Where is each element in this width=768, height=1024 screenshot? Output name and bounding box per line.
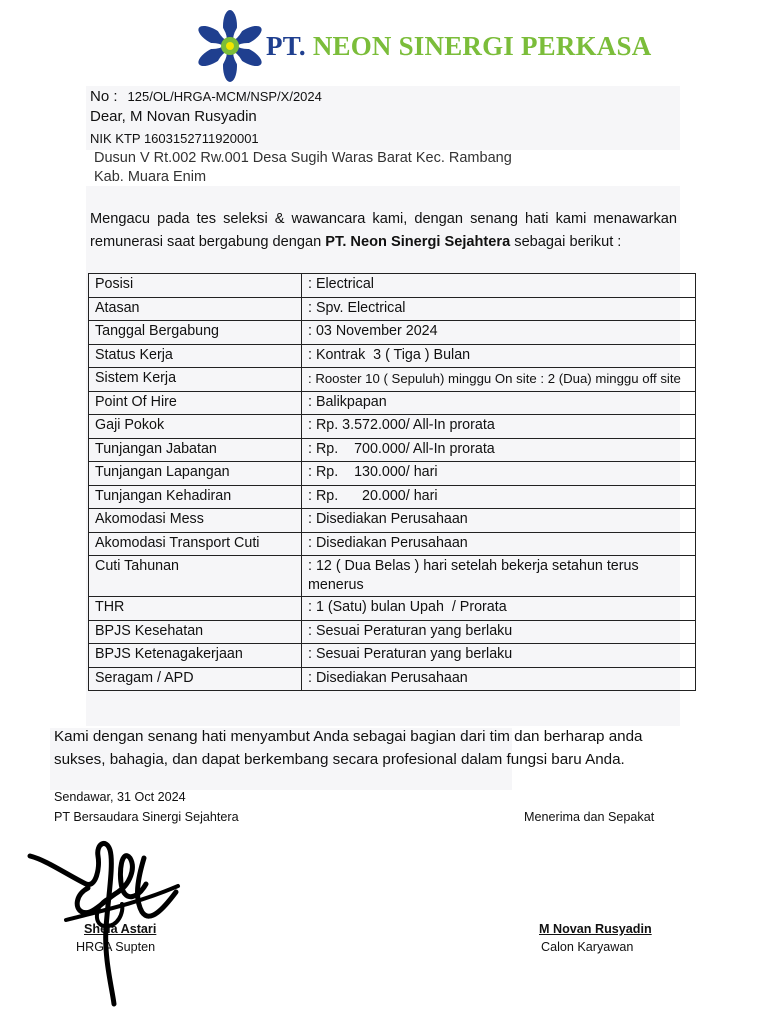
letter-number-value: 125/OL/HRGA-MCM/NSP/X/2024 [127,89,322,104]
term-label: Seragam / APD [89,667,302,691]
logo-pt: PT. [266,30,306,61]
table-row [89,620,696,644]
table-row [89,597,696,621]
term-label: BPJS Kesehatan [89,620,302,644]
term-label: Tunjangan Jabatan [89,438,302,462]
term-label: Tunjangan Lapangan [89,462,302,486]
term-value: : Rp. 3.572.000/ All-In prorata [302,415,696,439]
letter-number-label: No : [90,88,118,105]
address [94,149,512,187]
table-row [89,391,696,415]
term-value: : Disediakan Perusahaan [302,532,696,556]
term-label: Atasan [89,297,302,321]
term-value: : Disediakan Perusahaan [302,509,696,533]
term-label: Gaji Pokok [89,415,302,439]
intro-text-end: sebagai berikut : [510,233,622,250]
term-value: : 1 (Satu) bulan Upah / Prorata [302,597,696,621]
term-value: : Sesuai Peraturan yang berlaku [302,620,696,644]
table-row [89,297,696,321]
left-signatory-role: HRGA Supten [76,940,156,954]
intro-company-name: PT. Neon Sinergi Sejahtera [325,233,511,250]
term-label: THR [89,597,302,621]
table-row [89,644,696,668]
logo-wordmark [266,31,651,62]
term-label: Point Of Hire [89,391,302,415]
term-value: : Sesuai Peraturan yang berlaku [302,644,696,668]
table-row [89,462,696,486]
table-row [89,438,696,462]
address-line-1: Dusun V Rt.002 Rw.001 Desa Sugih Waras Barat Kec. Rambang [94,150,512,166]
salutation: Dear, M Novan Rusyadin [90,108,257,125]
left-signatory-name: Shela Astari [84,922,157,936]
table-row [89,556,696,597]
term-label: Tanggal Bergabung [89,321,302,345]
company-logo [196,6,651,86]
term-label: Posisi [89,274,302,298]
logo-name-neon: NEON [312,30,392,61]
term-value: : Rp. 700.000/ All-In prorata [302,438,696,462]
term-value: : Electrical [302,274,696,298]
logo-name-sinergi: SINERGI [398,30,515,61]
term-value: : Spv. Electrical [302,297,696,321]
closing-paragraph [54,726,643,771]
term-value: : Disediakan Perusahaan [302,667,696,691]
table-row [89,344,696,368]
term-label: Akomodasi Mess [89,509,302,533]
term-label: Sistem Kerja [89,368,302,392]
right-signatory-role: Calon Karyawan [541,940,634,954]
term-label: Akomodasi Transport Cuti [89,532,302,556]
acceptance-label: Menerima dan Sepakat [524,810,655,824]
table-row [89,415,696,439]
nik-ktp: NIK KTP 1603152711920001 [90,131,259,146]
issuing-company: PT Bersaudara Sinergi Sejahtera [54,810,239,824]
handwritten-signature [26,828,186,1008]
term-label: Cuti Tahunan [89,556,302,597]
table-row [89,274,696,298]
term-label: Status Kerja [89,344,302,368]
table-row [89,368,696,392]
address-line-2: Kab. Muara Enim [94,169,207,185]
letter-number [90,88,322,105]
term-value: : Balikpapan [302,391,696,415]
table-row [89,667,696,691]
logo-name-perkasa: PERKASA [520,30,652,61]
term-value: : Rooster 10 ( Sepuluh) minggu On site : 2 (Dua) minggu off site [302,368,696,392]
right-signatory-name: M Novan Rusyadin [539,922,652,936]
term-label: BPJS Ketenagakerjaan [89,644,302,668]
term-label: Tunjangan Kehadiran [89,485,302,509]
term-value: : Rp. 130.000/ hari [302,462,696,486]
term-value: : Rp. 20.000/ hari [302,485,696,509]
intro-paragraph [90,208,677,253]
table-row [89,485,696,509]
term-value: : 12 ( Dua Belas ) hari setelah bekerja setahun terus menerus [302,556,696,597]
closing-line-2: sukses, bahagia, dan dapat berkembang secara profesional dalam fungsi baru Anda. [54,750,625,768]
letter-date: Sendawar, 31 Oct 2024 [54,790,186,804]
term-value: : Kontrak 3 ( Tiga ) Bulan [302,344,696,368]
closing-line-1: Kami dengan senang hati menyambut Anda sebagai bagian dari tim dan berharap anda [54,728,643,745]
table-row [89,509,696,533]
table-row [89,321,696,345]
remuneration-table [88,273,696,691]
table-row [89,532,696,556]
flower-logo-icon [196,8,264,84]
term-value: : 03 November 2024 [302,321,696,345]
intro-text-start: Mengacu pada tes seleksi & wawancara kami, dengan senang hati kami menawarkan remunerasi saat bergabung dengan [90,211,677,250]
